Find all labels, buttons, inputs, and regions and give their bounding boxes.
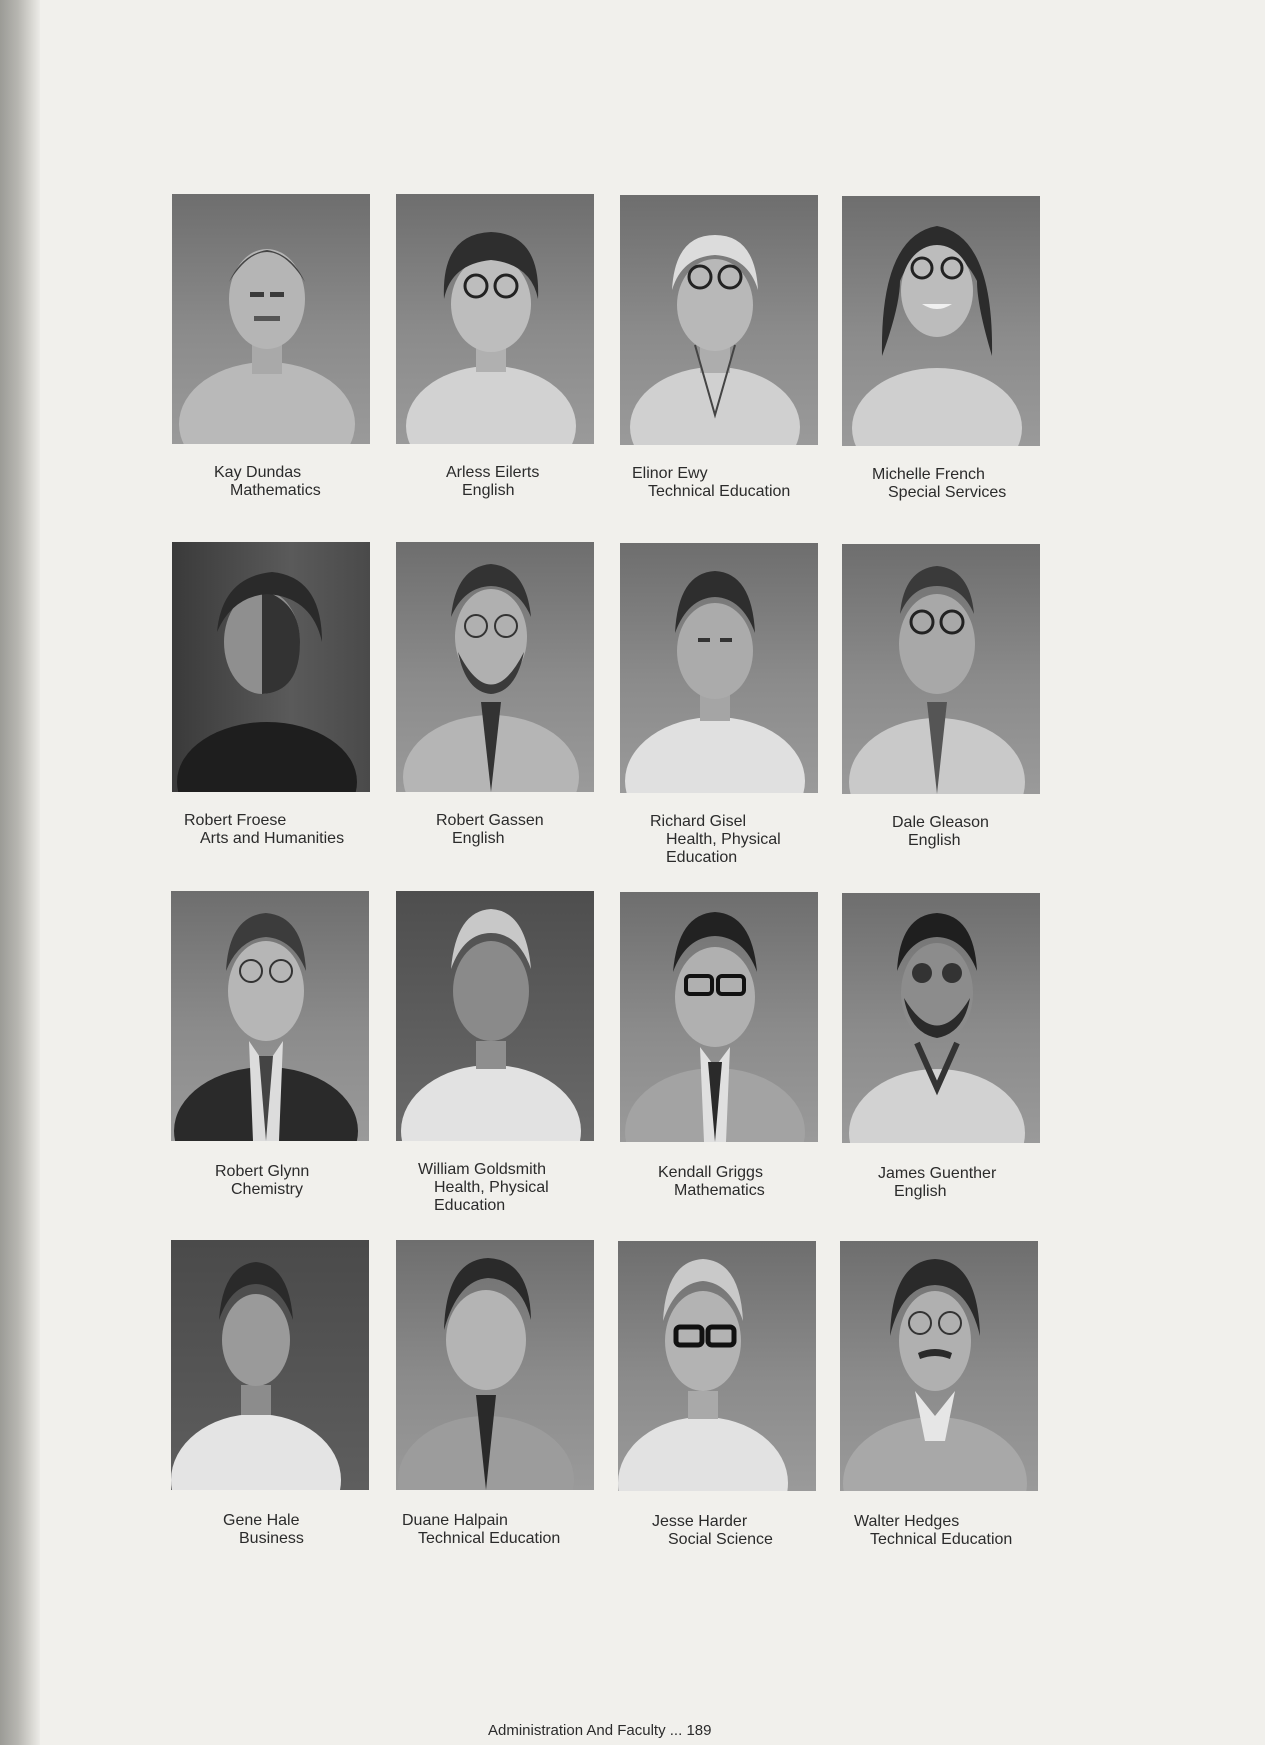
faculty-portrait xyxy=(618,1241,816,1491)
faculty-department: Health, Physical xyxy=(666,831,781,848)
faculty-portrait xyxy=(171,891,369,1141)
faculty-department: Technical Education xyxy=(418,1530,561,1547)
faculty-portrait xyxy=(620,892,818,1142)
faculty-portrait xyxy=(620,195,818,445)
faculty-portrait xyxy=(396,1240,594,1490)
faculty-portrait xyxy=(840,1241,1038,1491)
faculty-department: Special Services xyxy=(888,484,1007,501)
faculty-portrait xyxy=(842,544,1040,794)
faculty-portrait xyxy=(172,542,370,792)
faculty-department: Chemistry xyxy=(231,1181,304,1198)
faculty-department: English xyxy=(462,482,515,499)
faculty-portrait xyxy=(172,194,370,444)
faculty-name: James Guenther xyxy=(878,1165,997,1182)
faculty-department: Mathematics xyxy=(230,482,321,499)
faculty-department: Mathematics xyxy=(674,1182,765,1199)
faculty-portrait xyxy=(842,196,1040,446)
faculty-name: Richard Gisel xyxy=(650,813,747,830)
page-footer xyxy=(488,1722,711,1739)
faculty-name: Arless Eilerts xyxy=(446,464,540,481)
faculty-portrait xyxy=(396,542,594,792)
faculty-name: William Goldsmith xyxy=(418,1161,547,1178)
faculty-name: Elinor Ewy xyxy=(632,465,708,482)
faculty-department: Technical Education xyxy=(648,483,791,500)
faculty-name: Kendall Griggs xyxy=(658,1164,763,1181)
faculty-name: Gene Hale xyxy=(223,1512,300,1529)
faculty-name: Robert Glynn xyxy=(215,1163,310,1180)
faculty-department: Education xyxy=(666,849,738,866)
page-number: 189 xyxy=(686,1722,712,1739)
footer-section-title: Administration And Faculty xyxy=(488,1722,666,1739)
book-binding-edge xyxy=(0,0,40,1745)
faculty-department: Social Science xyxy=(668,1531,773,1548)
faculty-department: Health, Physical xyxy=(434,1179,549,1196)
faculty-portrait xyxy=(842,893,1040,1143)
faculty-portrait xyxy=(171,1240,369,1490)
faculty-portrait xyxy=(396,891,594,1141)
faculty-name: Robert Froese xyxy=(184,812,287,829)
faculty-department: Arts and Humanities xyxy=(200,830,345,847)
faculty-portrait xyxy=(396,194,594,444)
faculty-name: Jesse Harder xyxy=(652,1513,748,1530)
faculty-department: Education xyxy=(434,1197,506,1214)
faculty-name: Kay Dundas xyxy=(214,464,302,481)
faculty-name: Walter Hedges xyxy=(854,1513,960,1530)
faculty-name: Duane Halpain xyxy=(402,1512,508,1529)
faculty-name: Robert Gassen xyxy=(436,812,544,829)
faculty-department: Technical Education xyxy=(870,1531,1013,1548)
footer-separator: ... xyxy=(669,1722,683,1739)
faculty-department: English xyxy=(452,830,505,847)
faculty-department: Business xyxy=(239,1530,304,1547)
faculty-portrait xyxy=(620,543,818,793)
yearbook-page xyxy=(40,0,1265,1745)
faculty-department: English xyxy=(894,1183,947,1200)
faculty-name: Michelle French xyxy=(872,466,985,483)
faculty-name: Dale Gleason xyxy=(892,814,989,831)
faculty-department: English xyxy=(908,832,961,849)
